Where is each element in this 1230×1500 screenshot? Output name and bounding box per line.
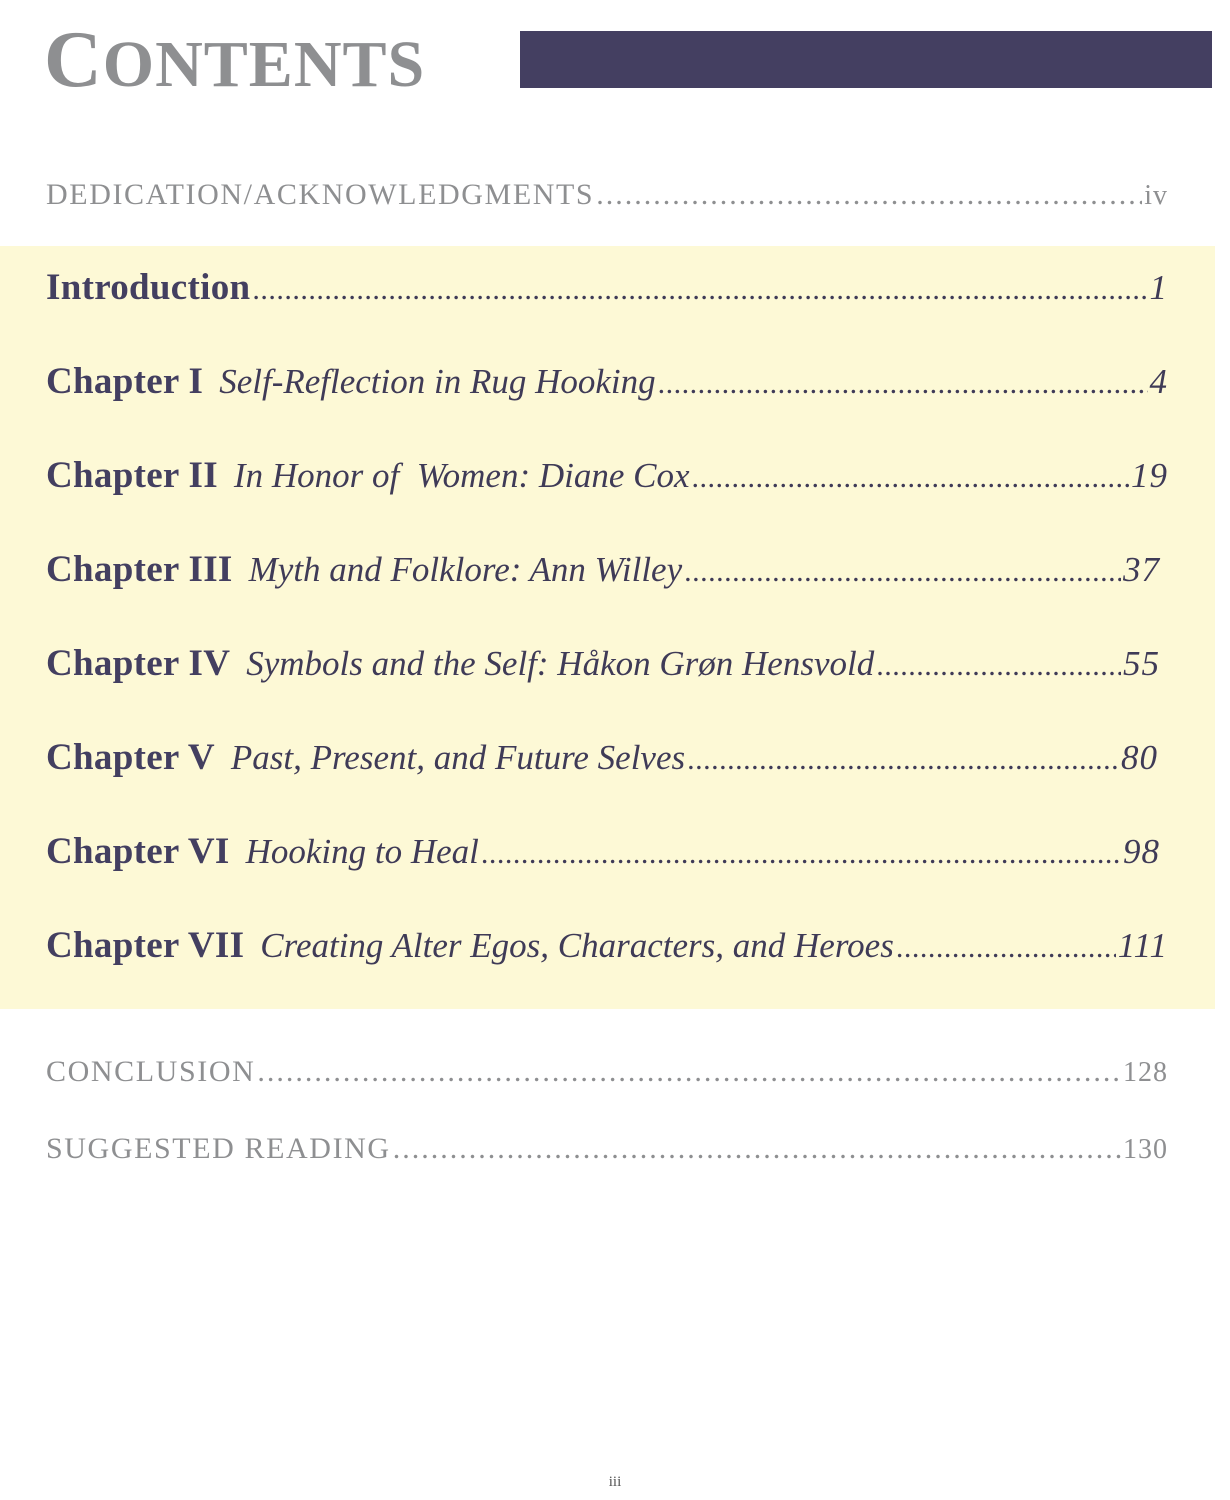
dot-leader [596, 178, 1142, 212]
chapter-title: Creating Alter Egos, Characters, and Heroes [260, 926, 894, 965]
chapter-page: 55 [1123, 644, 1160, 683]
toc-entry-page: iv [1144, 180, 1168, 211]
toc-entry-chapter-1[interactable] [46, 360, 1168, 403]
toc-entry-dedication[interactable] [46, 178, 1168, 212]
dot-leader [257, 1055, 1121, 1089]
chapter-label: Chapter VII [46, 925, 245, 966]
dot-leader [658, 367, 1148, 401]
chapter-label: Chapter IV [46, 643, 231, 684]
toc-entry-label: DEDICATION/ACKNOWLEDGMENTS [46, 178, 595, 211]
toc-entry-chapter-4[interactable] [46, 642, 1160, 685]
chapter-page: 111 [1117, 926, 1168, 965]
chapter-label: Chapter II [46, 455, 218, 496]
toc-entry-chapter-7[interactable] [46, 924, 1168, 967]
toc-entry-chapter-5[interactable] [46, 736, 1158, 779]
toc-entry-page: 130 [1123, 1134, 1168, 1165]
dot-leader [896, 931, 1116, 965]
chapter-page: 1 [1149, 268, 1168, 307]
chapter-title: Myth and Folklore: Ann Willey [248, 550, 683, 589]
dot-leader [687, 743, 1119, 777]
chapter-label: Introduction [46, 267, 251, 308]
chapter-page: 19 [1131, 456, 1168, 495]
chapter-page: 80 [1121, 738, 1158, 777]
chapter-title: Hooking to Heal [245, 832, 479, 871]
toc-entry-label: CONCLUSION [46, 1055, 256, 1088]
toc-entry-chapter-3[interactable] [46, 548, 1160, 591]
toc-entry-page: 128 [1123, 1057, 1168, 1088]
dot-leader [692, 461, 1129, 495]
chapter-page: 37 [1123, 550, 1160, 589]
toc-entry-chapter-6[interactable] [46, 830, 1160, 873]
chapter-label: Chapter I [46, 361, 204, 402]
toc-entry-introduction[interactable] [46, 266, 1168, 309]
toc-entry-label: SUGGESTED READING [46, 1132, 391, 1165]
toc-entry-chapter-2[interactable] [46, 454, 1168, 497]
contents-heading [44, 16, 426, 104]
chapter-page: 4 [1149, 362, 1168, 401]
contents-heading-rest: ONTENTS [102, 28, 426, 101]
dot-leader [252, 273, 1147, 307]
dot-leader [481, 837, 1121, 871]
toc-entry-conclusion[interactable] [46, 1055, 1168, 1089]
chapter-label: Chapter III [46, 549, 233, 590]
page-number: iii [608, 1474, 622, 1490]
contents-heading-initial: C [44, 16, 103, 104]
chapter-label: Chapter V [46, 737, 215, 778]
toc-entry-suggested-reading[interactable] [46, 1132, 1168, 1166]
dot-leader [876, 649, 1121, 683]
dot-leader [684, 555, 1121, 589]
chapter-page: 98 [1123, 832, 1160, 871]
chapter-title: Past, Present, and Future Selves [230, 738, 686, 777]
chapter-label: Chapter VI [46, 831, 230, 872]
dot-leader [393, 1132, 1121, 1166]
chapter-title: Self-Reflection in Rug Hooking [219, 362, 656, 401]
header-bar [520, 31, 1212, 88]
chapter-title: In Honor of Women: Diane Cox [233, 456, 690, 495]
chapter-title: Symbols and the Self: Håkon Grøn Hensvold [246, 644, 875, 683]
